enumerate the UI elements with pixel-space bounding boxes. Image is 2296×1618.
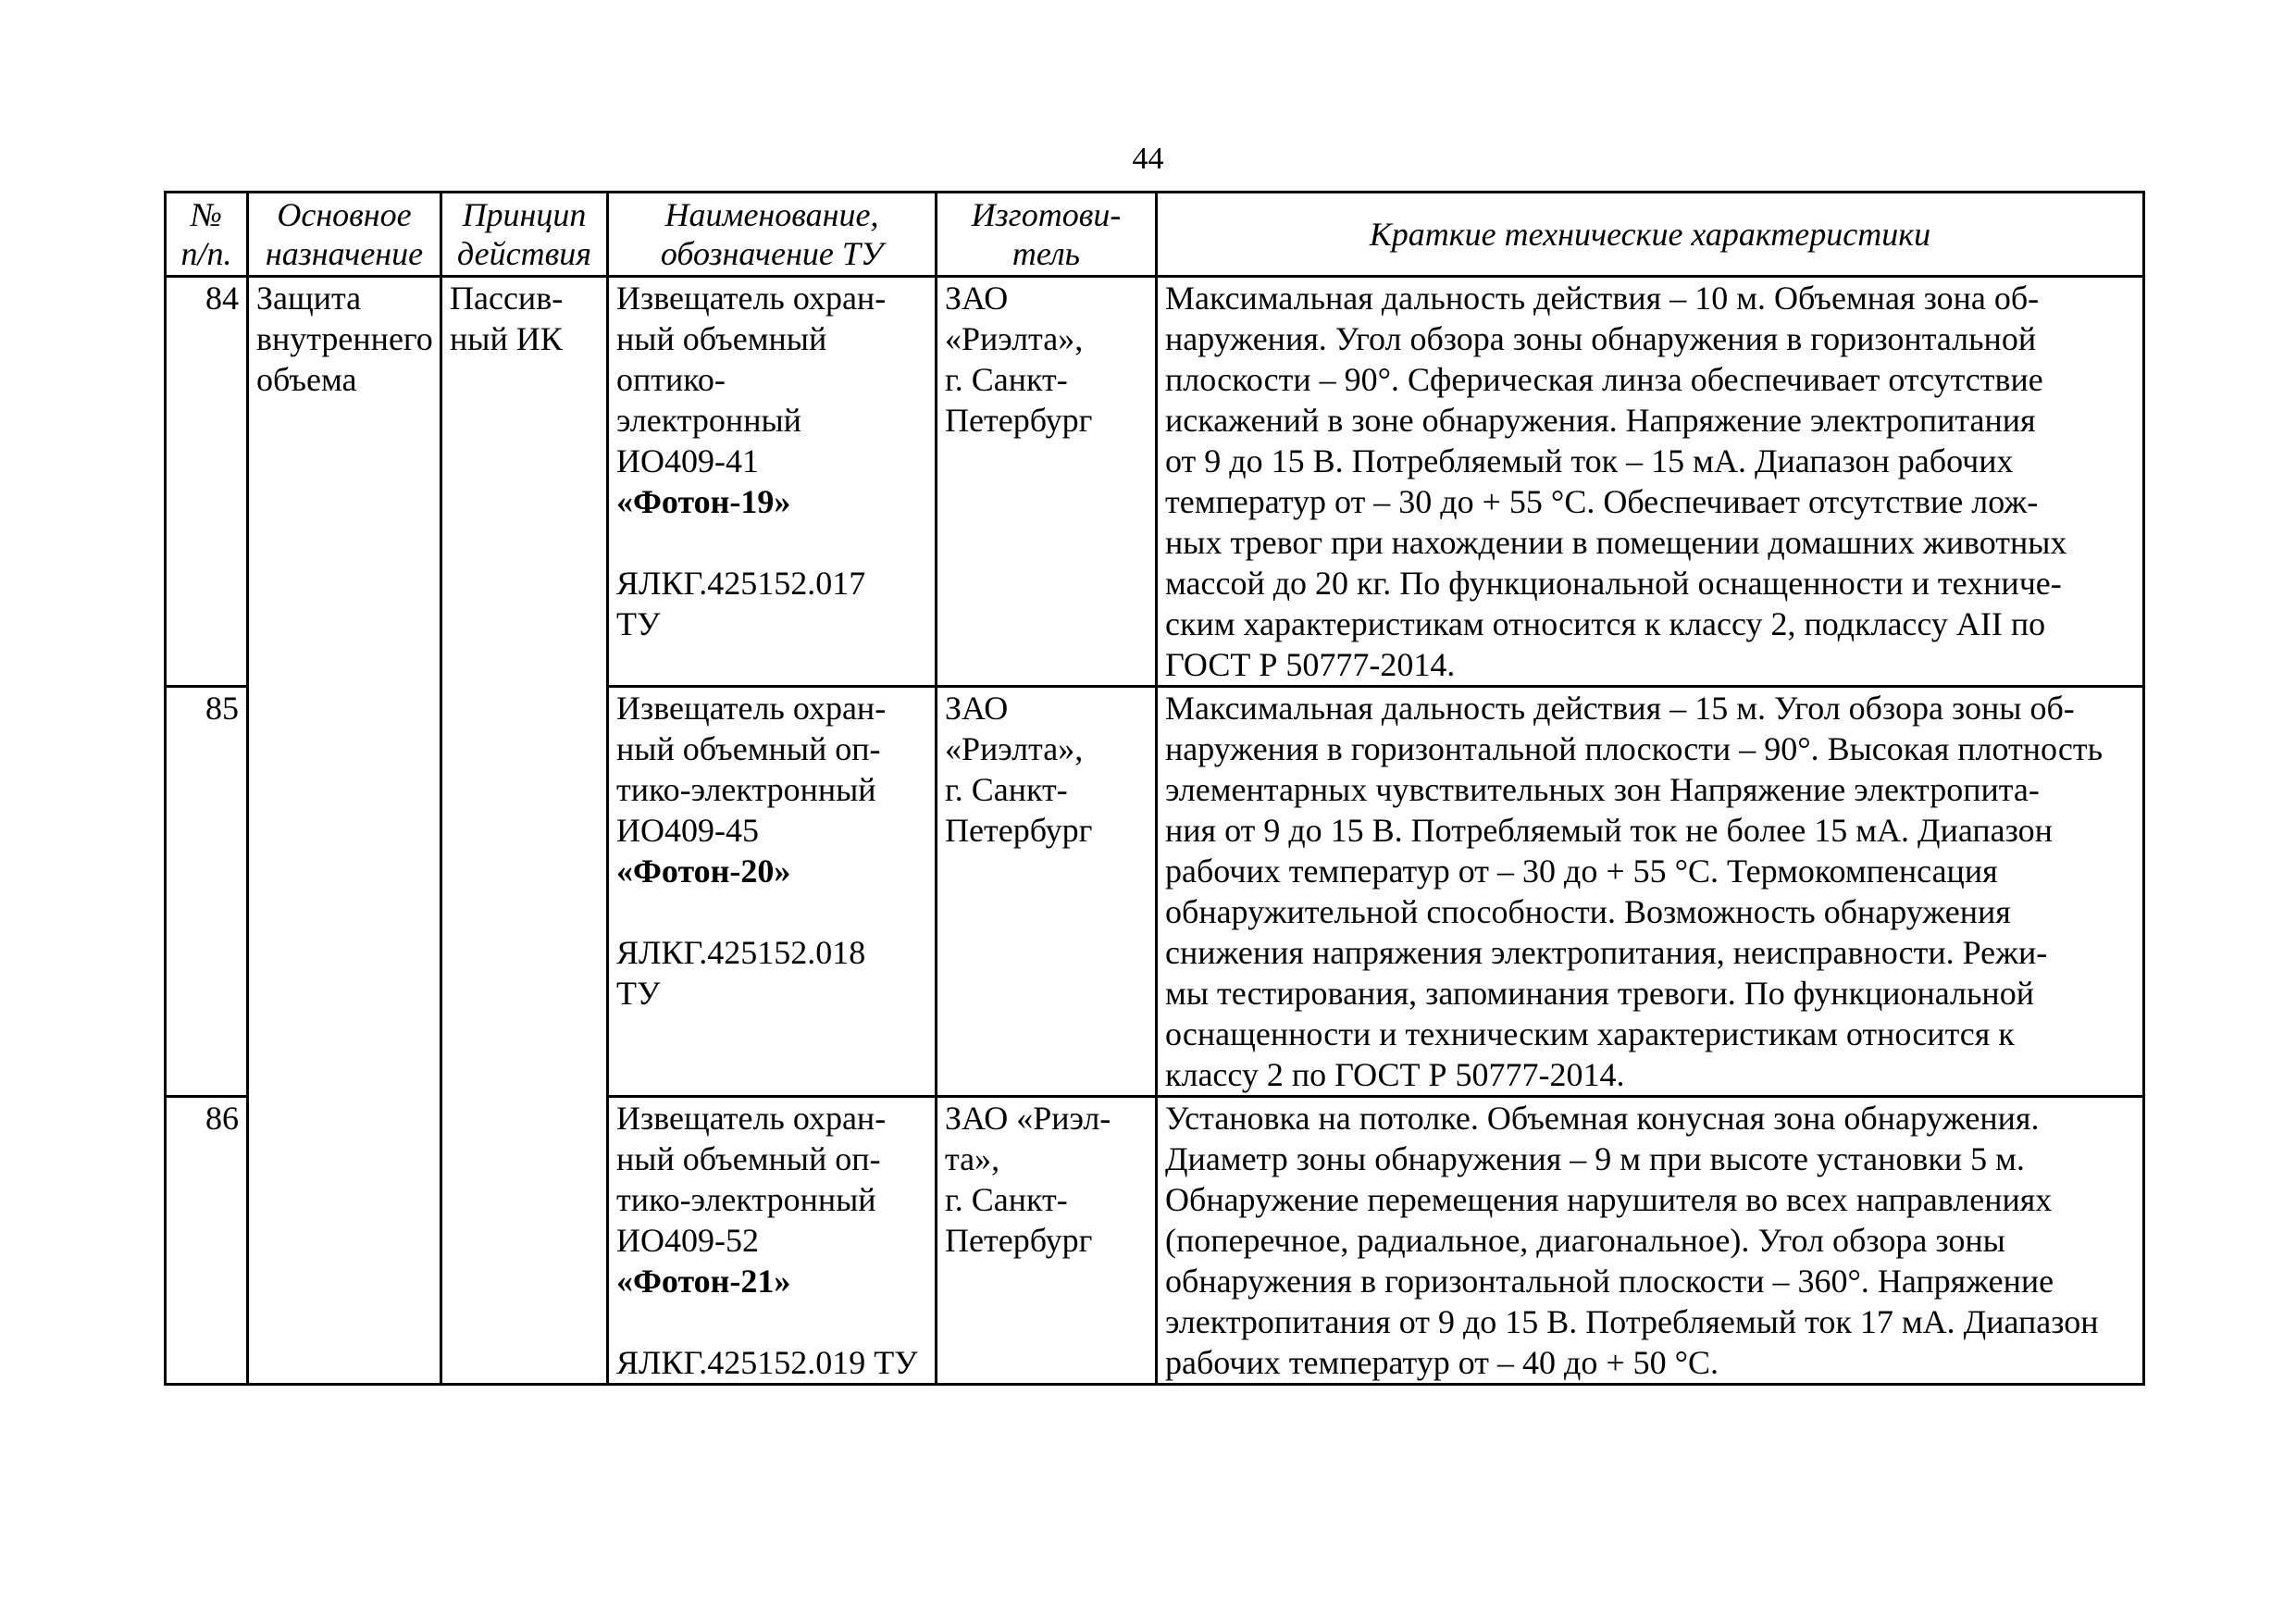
header-principle-line: действия — [457, 235, 591, 272]
header-principle-line: Принцип — [462, 196, 587, 233]
chars-line: ных тревог при нахождении в помещении домашних животных — [1165, 524, 2067, 561]
table-row — [166, 277, 2144, 687]
purpose-line: объема — [256, 361, 357, 398]
chars-line: Максимальная дальность действия – 10 м. Объемная зона об- — [1165, 280, 2040, 317]
chars-line: ГОСТ Р 50777-2014. — [1165, 646, 1456, 683]
header-name — [608, 193, 937, 277]
name-line: электронный — [616, 402, 801, 439]
tu-line: ЯЛКГ.425152.018 — [616, 934, 866, 971]
page-number: 44 — [1132, 142, 1164, 176]
principle-cell — [441, 277, 608, 1385]
purpose-cell — [248, 277, 441, 1385]
model-name: «Фотон-19» — [616, 483, 791, 520]
maker-line: ЗАО «Риэл- — [945, 1100, 1111, 1137]
maker-line: ЗАО — [945, 690, 1009, 727]
header-row — [166, 193, 2144, 277]
name-line: ИО409-52 — [616, 1222, 759, 1259]
chars-line: ским характеристикам относится к классу 2, подклассу АII по — [1165, 605, 2046, 642]
model-name: «Фотон-20» — [616, 853, 791, 890]
row-num: 85 — [166, 687, 248, 1097]
spacer — [616, 891, 927, 932]
name-line: ИО409-41 — [616, 442, 759, 479]
name-line: Извещатель охран- — [616, 690, 887, 727]
chars-cell — [1157, 277, 2144, 687]
chars-line: температур от – 30 до + 55 °С. Обеспечивает отсутствие лож- — [1165, 483, 2039, 520]
chars-line: обнаружения в горизонтальной плоскости – 360°. Напряжение — [1165, 1263, 2054, 1300]
name-line: ИО409-45 — [616, 812, 759, 849]
maker-line: «Риэлта», — [945, 320, 1084, 357]
header-purpose-line: Основное — [277, 196, 412, 233]
chars-line: (поперечное, радиальное, диагональное). Угол обзора зоны — [1165, 1222, 2005, 1259]
tu-line: ТУ — [616, 975, 661, 1012]
chars-cell — [1157, 687, 2144, 1097]
chars-line: элементарных чувствительных зон Напряжение электропита- — [1165, 771, 2040, 808]
model-name: «Фотон-21» — [616, 1263, 791, 1300]
chars-line: Обнаружение перемещения нарушителя во всех направлениях — [1165, 1181, 2053, 1218]
header-maker-line: Изготови- — [971, 196, 1122, 233]
chars-line: оснащенности и техническим характеристикам относится к — [1165, 1015, 2015, 1052]
chars-line: Диаметр зоны обнаружения – 9 м при высоте установки 5 м. — [1165, 1140, 2025, 1177]
maker-line: Петербург — [945, 812, 1093, 849]
name-line: Извещатель охран- — [616, 280, 887, 317]
maker-line: та», — [945, 1140, 1000, 1177]
chars-line: от 9 до 15 В. Потребляемый ток – 15 мА. Диапазон рабочих — [1165, 442, 2014, 479]
header-purpose — [248, 193, 441, 277]
tu-line: ТУ — [616, 605, 661, 642]
name-line: тико-электронный — [616, 1181, 876, 1218]
chars-line: электропитания от 9 до 15 В. Потребляемый ток 17 мА. Диапазон — [1165, 1303, 2099, 1340]
name-line: оптико- — [616, 361, 726, 398]
name-line: тико-электронный — [616, 771, 876, 808]
chars-cell — [1157, 1097, 2144, 1385]
chars-line: обнаружительной способности. Возможность обнаружения — [1165, 893, 2011, 930]
maker-line: г. Санкт- — [945, 771, 1068, 808]
maker-line: «Риэлта», — [945, 730, 1084, 767]
chars-line: массой до 20 кг. По функциональной оснащенности и техниче- — [1165, 565, 2062, 602]
name-line: ный объемный оп- — [616, 1140, 881, 1177]
spacer — [616, 1301, 927, 1342]
maker-line: Петербург — [945, 402, 1093, 439]
header-num-line: п/п. — [180, 235, 232, 272]
chars-line: рабочих температур от – 30 до + 55 °С. Термокомпенсация — [1165, 853, 1998, 890]
maker-cell — [937, 277, 1157, 687]
maker-cell — [937, 1097, 1157, 1385]
maker-line: г. Санкт- — [945, 1181, 1068, 1218]
header-num — [166, 193, 248, 277]
chars-line: классу 2 по ГОСТ Р 50777-2014. — [1165, 1056, 1625, 1093]
chars-line: ния от 9 до 15 В. Потребляемый ток не более 15 мА. Диапазон — [1165, 812, 2053, 849]
header-name-line: обозначение ТУ — [660, 235, 884, 272]
maker-line: Петербург — [945, 1222, 1093, 1259]
name-cell — [608, 1097, 937, 1385]
maker-line: ЗАО — [945, 280, 1009, 317]
chars-line: мы тестирования, запоминания тревоги. По функциональной — [1165, 975, 2034, 1012]
chars-line: Максимальная дальность действия – 15 м. Угол обзора зоны об- — [1165, 690, 2075, 727]
chars-line: плоскости – 90°. Сферическая линза обеспечивает отсутствие — [1165, 361, 2043, 398]
chars-line: наружения в горизонтальной плоскости – 90°. Высокая плотность — [1165, 730, 2104, 767]
header-chars: Краткие технические характеристики — [1157, 193, 2144, 277]
header-purpose-line: назначение — [265, 235, 424, 272]
row-num: 84 — [166, 277, 248, 687]
chars-line: снижения напряжения электропитания, неисправности. Режи- — [1165, 934, 2048, 971]
name-line: Извещатель охран- — [616, 1100, 887, 1137]
tu-line: ЯЛКГ.425152.019 ТУ — [616, 1344, 918, 1381]
maker-cell — [937, 687, 1157, 1097]
principle-line: Пассив- — [450, 280, 564, 317]
chars-line: рабочих температур от – 40 до + 50 °С. — [1165, 1344, 1719, 1381]
spec-table — [164, 191, 2145, 1386]
row-num: 86 — [166, 1097, 248, 1385]
tu-line: ЯЛКГ.425152.017 — [616, 565, 866, 602]
name-cell — [608, 277, 937, 687]
chars-line: Установка на потолке. Объемная конусная зона обнаружения. — [1165, 1100, 2040, 1137]
header-num-line: № — [191, 196, 222, 233]
header-maker-line: тель — [1011, 235, 1081, 272]
header-name-line: Наименование, — [664, 196, 879, 233]
chars-line: искажений в зоне обнаружения. Напряжение электропитания — [1165, 402, 2036, 439]
header-maker — [937, 193, 1157, 277]
header-principle — [441, 193, 608, 277]
chars-line: наружения. Угол обзора зоны обнаружения в горизонтальной — [1165, 320, 2037, 357]
name-line: ный объемный — [616, 320, 827, 357]
name-line: ный объемный оп- — [616, 730, 881, 767]
purpose-line: Защита — [256, 280, 362, 317]
purpose-line: внутреннего — [256, 320, 433, 357]
maker-line: г. Санкт- — [945, 361, 1068, 398]
principle-line: ный ИК — [450, 320, 563, 357]
spacer — [616, 522, 927, 563]
name-cell — [608, 687, 937, 1097]
